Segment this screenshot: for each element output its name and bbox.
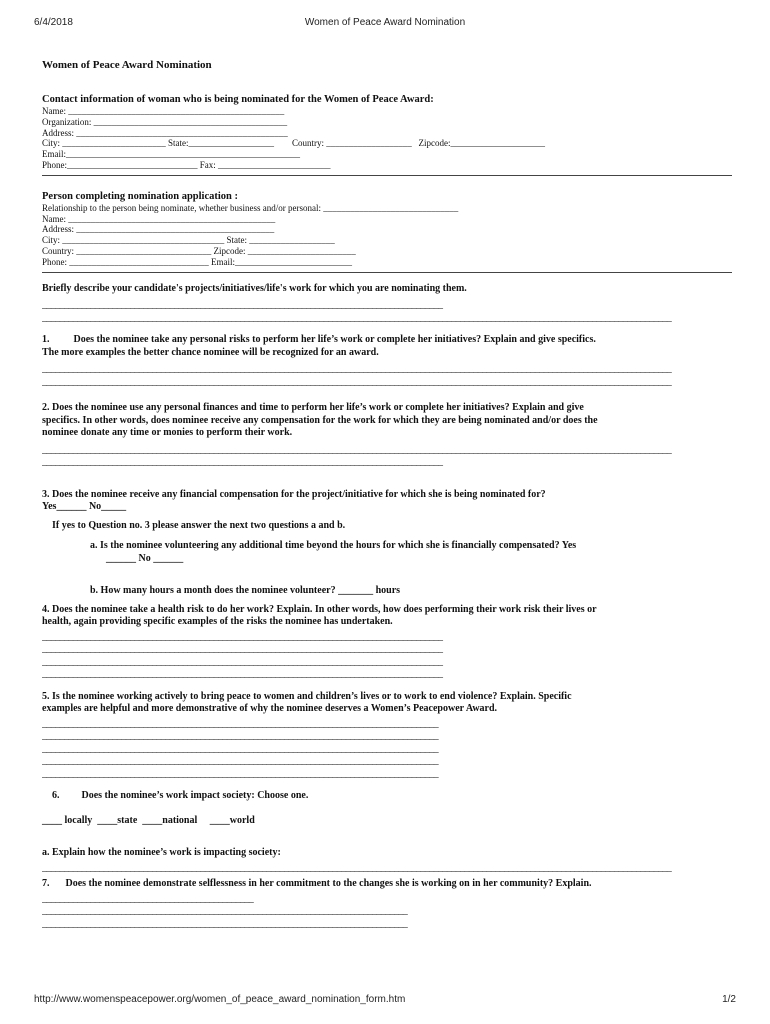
- question-4-continued: health, again providing specific examples of the risks the nominee has undertaken.: [42, 616, 393, 628]
- question-3-yes-no[interactable]: Yes______ No_____: [42, 501, 127, 513]
- question-3b: b. How many hours a month does the nominee volunteer? _______ hours: [90, 585, 401, 597]
- question-7: [42, 878, 736, 891]
- contact-organization-field[interactable]: Organization: ___________________________________________: [42, 116, 288, 127]
- page-number: 1/2: [722, 994, 736, 1005]
- question-3: 3. Does the nominee receive any financial compensation for the project/initiative for which she is being nominated for?: [42, 488, 546, 500]
- answer-line[interactable]: ___________________________________________________________________________________________: [42, 299, 443, 311]
- question-1-text: Does the nominee take any personal risks to perform her life’s work or complete her initiatives? Explain and give specifics.: [73, 334, 596, 346]
- question-6-text: Does the nominee’s work impact society: Choose one.: [81, 790, 309, 802]
- print-title: Women of Peace Award Nomination: [304, 17, 466, 28]
- answer-line[interactable]: ___________________________________________________________________________________: [42, 905, 408, 917]
- question-5: 5. Is the nominee working actively to bring peace to women and children’s lives or to work to end violence? Explain. Specific: [42, 690, 572, 702]
- answer-line[interactable]: ________________________________________________: [42, 892, 254, 904]
- answer-line[interactable]: _______________________________________________________________________________________________________________________________________________: [42, 443, 672, 455]
- person-country-zip-field[interactable]: Country: ______________________________ Zipcode: ________________________: [42, 245, 356, 256]
- answer-line[interactable]: ___________________________________________________________________________________________: [42, 655, 443, 667]
- person-address-field[interactable]: Address: ____________________________________________: [42, 224, 275, 235]
- question-2-continued: nominee donate any time or monies to perform their work.: [42, 427, 293, 439]
- contact-address-field[interactable]: Address: _______________________________________________: [42, 127, 288, 138]
- question-2-continued: specifics. In other words, does nominee receive any compensation for the work for which they are being nominated and/or does the: [42, 414, 598, 426]
- document-title: Women of Peace Award Nomination: [42, 59, 212, 71]
- source-url: http://www.womenspeacepower.org/women_of_peace_award_nomination_form.htm: [34, 994, 406, 1005]
- answer-line[interactable]: ___________________________________________________________________________________________: [42, 456, 443, 468]
- answer-line[interactable]: _______________________________________________________________________________________________________________________________________________: [42, 375, 672, 387]
- contact-heading: Contact information of woman who is being nominated for the Women of Peace Award:: [42, 94, 434, 105]
- person-heading: Person completing nomination application :: [42, 190, 239, 202]
- question-5-continued: examples are helpful and more demonstrative of why the nominee deserves a Women’s Peacepower Award.: [42, 703, 498, 715]
- answer-line[interactable]: _______________________________________________________________________________________________________________________________________________: [42, 311, 672, 323]
- answer-line[interactable]: ___________________________________________________________________________________________: [42, 630, 443, 642]
- answer-line[interactable]: __________________________________________________________________________________________: [42, 767, 439, 779]
- person-relationship-field[interactable]: Relationship to the person being nominate, whether business and/or personal: ______________________________: [42, 202, 459, 213]
- person-name-field[interactable]: Name: ______________________________________________: [42, 213, 276, 224]
- question-1: [42, 334, 736, 347]
- answer-line[interactable]: ___________________________________________________________________________________________: [42, 668, 443, 680]
- question-3a: a. Is the nominee volunteering any additional time beyond the hours for which she is financially compensated? Yes: [90, 540, 577, 552]
- question-6-choices[interactable]: ____ locally ____state ____national ____world: [42, 814, 255, 826]
- question-3a-yes-no[interactable]: ______ No ______: [106, 552, 184, 564]
- question-1-number: 1.: [42, 334, 50, 346]
- answer-line[interactable]: __________________________________________________________________________________________: [42, 755, 439, 767]
- answer-line[interactable]: __________________________________________________________________________________________: [42, 717, 439, 729]
- contact-name-field[interactable]: Name: ________________________________________________: [42, 106, 285, 116]
- question-2: 2. Does the nominee use any personal finances and time to perform her life’s work or complete her initiatives? Explain and give: [42, 402, 584, 414]
- question-6: [42, 790, 736, 803]
- contact-email-field[interactable]: Email:____________________________________________________: [42, 149, 300, 160]
- answer-line[interactable]: ___________________________________________________________________________________: [42, 917, 408, 929]
- answer-line[interactable]: ___________________________________________________________________________________________: [42, 643, 443, 655]
- answer-line[interactable]: __________________________________________________________________________________________: [42, 730, 439, 742]
- answer-line[interactable]: _______________________________________________________________________________________________________________________________________________: [42, 861, 672, 873]
- contact-phone-fax-field[interactable]: Phone:_____________________________ Fax: _________________________: [42, 159, 331, 170]
- print-header: [34, 17, 736, 31]
- question-1-continued: The more examples the better chance nominee will be recognized for an award.: [42, 346, 379, 358]
- question-4: 4. Does the nominee take a health risk to do her work? Explain. In other words, how does performing their work risk their lives or: [42, 603, 597, 615]
- question-3-if-yes: If yes to Question no. 3 please answer the next two questions a and b.: [52, 519, 346, 531]
- print-footer: [34, 994, 736, 1008]
- question-7-number: 7.: [42, 878, 50, 890]
- contact-city-state-country-zip-field[interactable]: City: _______________________ State:___________________ Country: ___________________ Zipcode:_____________________: [42, 138, 545, 149]
- briefly-describe-prompt: Briefly describe your candidate's projects/initiatives/life's work for which you are nominating them.: [42, 282, 467, 294]
- nomination-form: [42, 58, 736, 930]
- question-7-text: Does the nominee demonstrate selflessness in her commitment to the changes she is working on in her community? Explain.: [65, 878, 592, 890]
- question-6-number: 6.: [52, 790, 60, 802]
- question-6a: a. Explain how the nominee’s work is impacting society:: [42, 847, 281, 859]
- print-date: 6/4/2018: [34, 17, 73, 28]
- answer-line[interactable]: _______________________________________________________________________________________________________________________________________________: [42, 363, 672, 375]
- person-phone-email-field[interactable]: Phone: _______________________________ Email:__________________________: [42, 256, 352, 267]
- person-city-state-field[interactable]: City: ____________________________________ State: ___________________: [42, 235, 335, 246]
- answer-line[interactable]: __________________________________________________________________________________________: [42, 742, 439, 754]
